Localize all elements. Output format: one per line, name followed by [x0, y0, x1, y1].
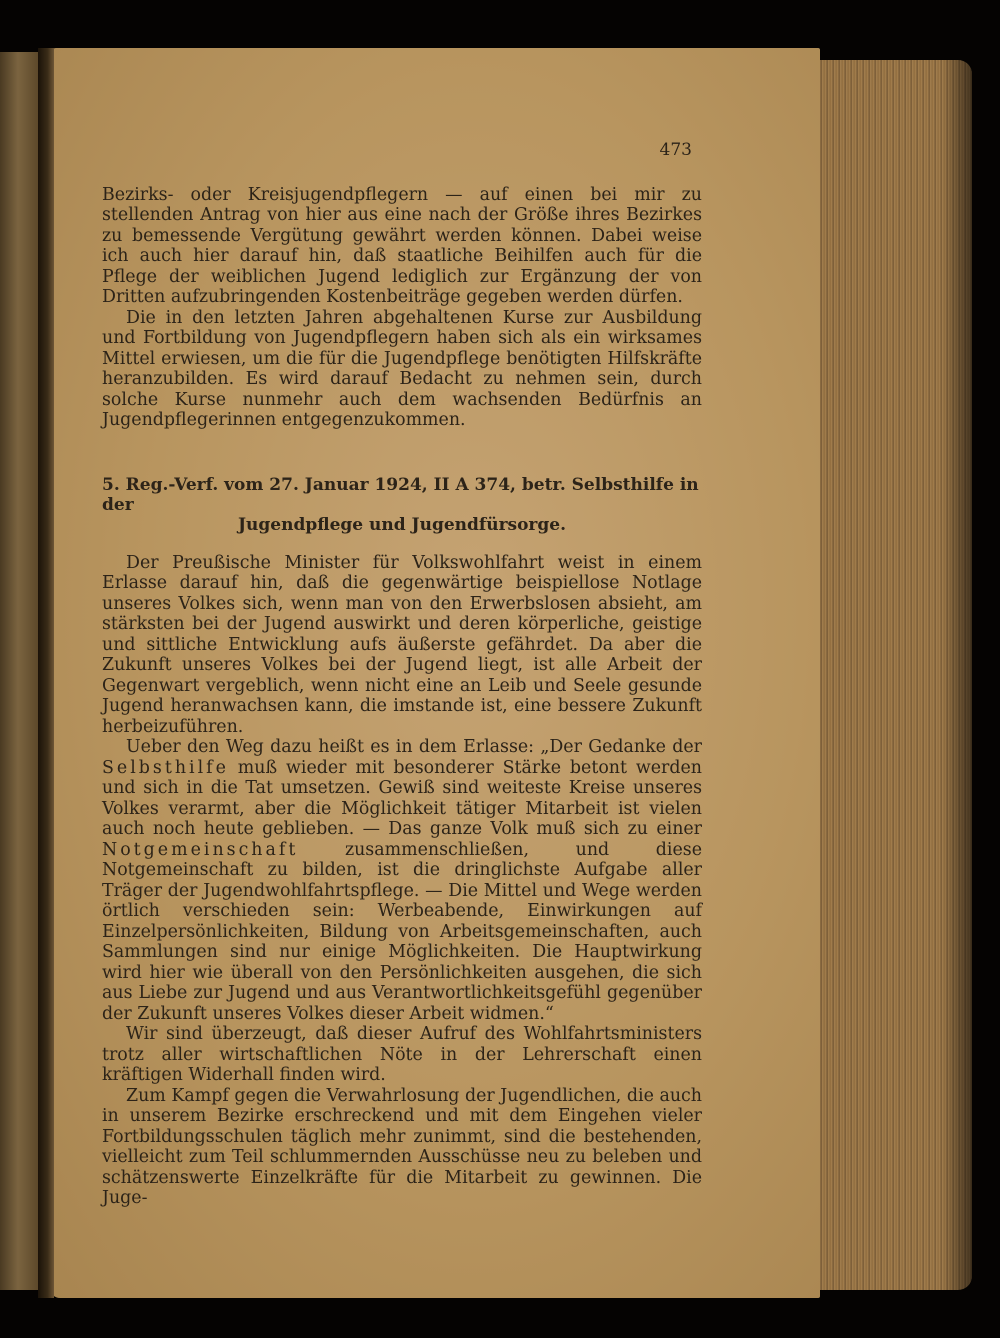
paragraph: Die in den letzten Jahren abgehaltenen Kurse zur Ausbildung und Fortbildung von Jugendpflegern haben sich als ein wirksames Mittel erwiesen, um die für die Jugendpflege benötigten Hilfskräfte heranzubilden. Es wird darauf Bedacht zu nehmen sein, durch solche Kurse nunmehr auch dem wachsenden Bedürfnis an Jugendpflegerinnen entgegenzukommen.	[102, 307, 702, 430]
paragraph: Der Preußische Minister für Volkswohlfahrt weist in einem Erlasse darauf hin, daß die gegenwärtige beispiellose Notlage unseres Volkes sich, wenn man von den Erwerbslosen absieht, am stärksten bei der Jugend auswirkt und deren körperliche, geistige und sittliche Entwicklung aufs äußerste gefährdet. Da aber die Zukunft unseres Volkes bei der Jugend liegt, ist alle Arbeit der Gegenwart vergeblich, wenn nicht eine an Leib und Seele gesunde Jugend heranwachsen kann, die imstande ist, eine bessere Zukunft herbeizuführen.	[102, 552, 702, 737]
text-run: zusammenschließen, und diese Notgemeinschaft zu bilden, ist die dringlichste Aufgabe aller Träger der Jugendwohlfahrtspflege. — Die Mittel und Wege werden örtlich verschieden sein: Werbeabende, Einwirkungen auf Einzelpersönlichkeiten, Bildung von Arbeitsgemeinschaften, auch Sammlungen sind nur einige Möglichkeiten. Die Hauptwirkung wird hier wie überall von den Persönlichkeiten ausgehen, die sich aus Liebe zur Jugend und aus Verantwortlichkeitsgefühl gegenüber der Zukunft unseres Volkes dieser Arbeit widmen.“	[102, 839, 702, 1024]
left-page-edge	[0, 52, 40, 1290]
page-number: 473	[659, 140, 692, 160]
paragraph: Zum Kampf gegen die Verwahrlosung der Jugendlichen, die auch in unserem Bezirke erschreckend und mit dem Eingehen vieler Fortbildungsschulen täglich mehr zunimmt, sind die bestehenden, vielleicht zum Teil schlummernden Ausschüsse neu zu beleben und schätzenswerte Einzelkräfte für die Mitarbeit zu gewinnen. Die Juge-	[102, 1085, 702, 1208]
section-heading	[102, 475, 702, 535]
section-heading-line: Jugendpflege und Jugendfürsorge.	[237, 514, 567, 535]
section-heading-line: 5. Reg.-Verf. vom 27. Januar 1924, II A 374, betr. Selbsthilfe in der	[102, 474, 699, 515]
paragraph: Bezirks- oder Kreisjugendpflegern — auf einen bei mir zu stellenden Antrag von hier aus eine nach der Größe ihres Bezirkes zu bemessende Vergütung gewährt werden können. Dabei weise ich auch hier darauf hin, daß staatliche Beihilfen auch für die Pflege der weiblichen Jugend lediglich zur Ergänzung der von Dritten aufzubringenden Kostenbeiträge gegeben werden dürfen.	[102, 184, 702, 307]
paragraph: Wir sind überzeugt, daß dieser Aufruf des Wohlfahrtsministers trotz aller wirtschaftlichen Nöte in der Lehrerschaft einen kräftigen Widerhall finden wird.	[102, 1024, 702, 1085]
text-run: muß wieder mit besonderer Stärke betont werden und sich in die Tat umsetzen. Gewiß sind weiteste Kreise unseres Volkes verarmt, aber die Möglichkeit tätiger Mitarbeit ist vielen auch noch heute geblieben. — Das ganze Volk muß sich zu einer	[102, 757, 702, 839]
paragraph	[102, 737, 702, 1024]
book-page-edges	[812, 60, 972, 1290]
spaced-emphasis: Notgemeinschaft	[102, 839, 299, 860]
page-text	[102, 140, 702, 1209]
text-run: Ueber den Weg dazu heißt es in dem Erlasse: „Der Gedanke der	[126, 737, 702, 757]
book-gutter	[38, 48, 54, 1298]
spaced-emphasis: Selbsthilfe	[102, 757, 229, 778]
